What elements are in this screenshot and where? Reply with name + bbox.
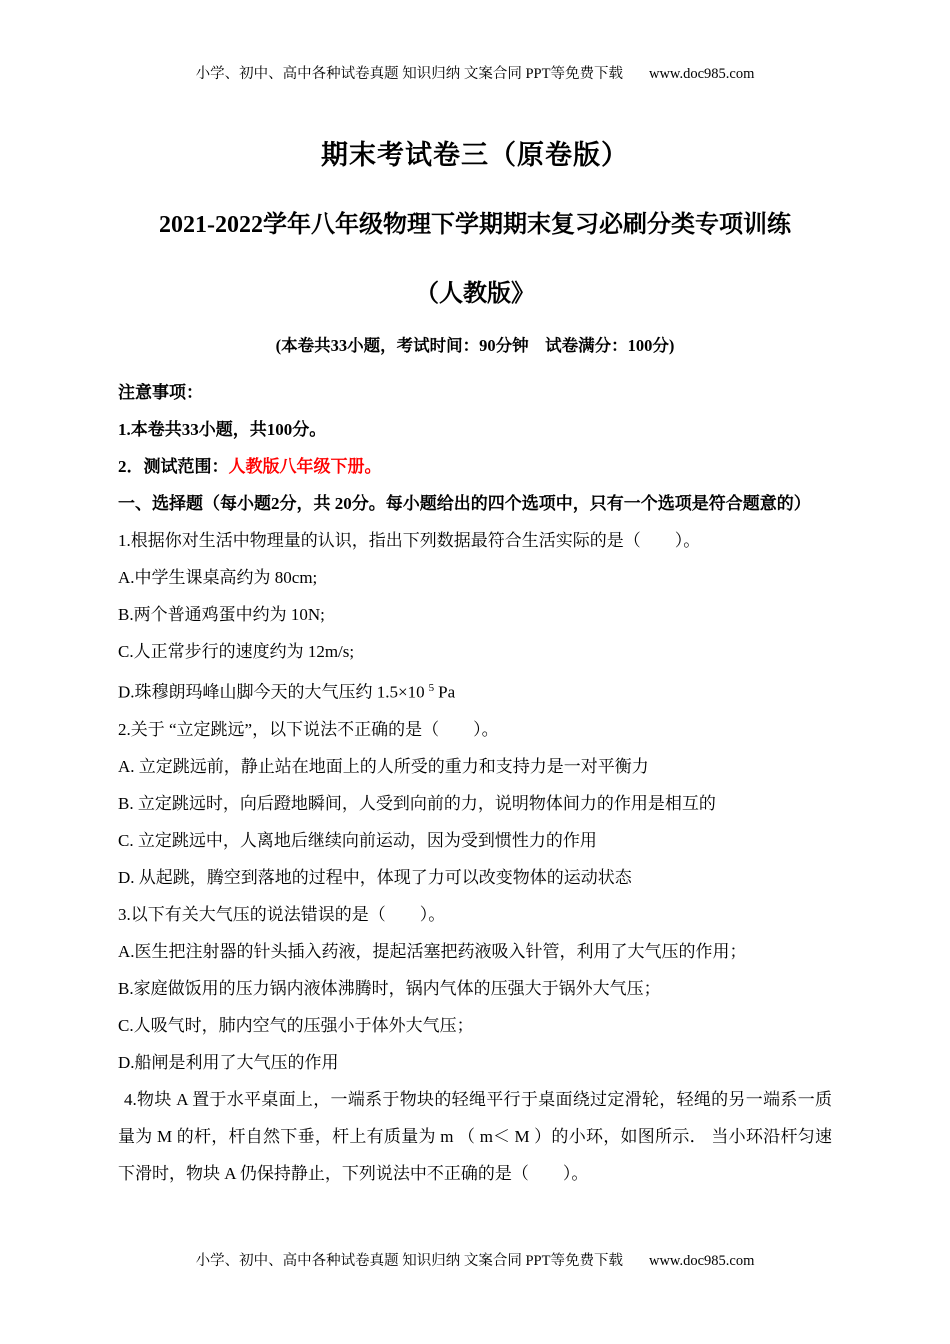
section-1-heading: 一、选择题（每小题2分，共 20分。每小题给出的四个选项中，只有一个选项是符合题意的）	[118, 494, 811, 513]
question-4-stem: 4.物块 A 置于水平桌面上，一端系于物块的轻绳平行于桌面绕过定滑轮，轻绳的另一端系一质量为 M 的杆，杆自然下垂，杆上有质量为 m （ m＜ M ）的小环，如图所示． 当小环沿杆匀速下滑时，物块 A 仍保持静止，下列说法中不正确的是（ ）。	[118, 1089, 832, 1183]
footer-text: 小学、初中、高中各种试卷真题 知识归纳 文案合同 PPT等免费下载	[195, 1253, 623, 1269]
question-1-option-a: A.中学生课桌高约为 80cm;	[118, 568, 318, 587]
question-1-option-c: C.人正常步行的速度约为 12m/s;	[118, 642, 355, 661]
exam-body	[118, 374, 832, 1192]
question-1-option-d-exponent: 5	[428, 682, 435, 694]
question-2-option-c: C. 立定跳远中，人离地后继续向前运动，因为受到惯性力的作用	[118, 830, 597, 850]
question-1-option-d-unit: Pa	[438, 682, 456, 702]
notes-item-2-prefix: 2．测试范围：	[118, 457, 229, 476]
exam-subtitle: 2021-2022学年八年级物理下学期期末复习必刷分类专项训练	[159, 212, 791, 238]
notes-item-1: 1.本卷共33小题，共100分。	[118, 420, 327, 439]
question-3-option-a: A.医生把注射器的针头插入药液，提起活塞把药液吸入针管，利用了大气压的作用；	[118, 941, 747, 961]
exam-meta-line: (本卷共33小题，考试时间：90分钟 试卷满分：100分)	[275, 336, 675, 355]
exam-title: 期末考试卷三（原卷版）	[321, 140, 629, 170]
footer-url-link[interactable]: www.doc985.com	[648, 1253, 755, 1269]
question-3-stem: 3.以下有关大气压的说法错误的是（ ）。	[118, 904, 446, 924]
question-2-option-b: B. 立定跳远时，向后蹬地瞬间，人受到向前的力，说明物体间力的作用是相互的	[118, 793, 716, 813]
question-2-option-d: D. 从起跳，腾空到落地的过程中，体现了力可以改变物体的运动状态	[118, 867, 632, 887]
notes-heading: 注意事项：	[118, 383, 203, 402]
page-header	[0, 0, 950, 83]
question-1-option-d	[118, 670, 832, 711]
header-url-link[interactable]: www.doc985.com	[648, 66, 755, 82]
notes-item-2	[118, 448, 832, 485]
question-1-option-d-text: D.珠穆朗玛峰山脚今天的大气压约 1.5×10	[118, 682, 425, 702]
question-3-option-d: D.船闸是利用了大气压的作用	[118, 1052, 339, 1072]
question-2-option-a: A. 立定跳远前，静止站在地面上的人所受的重力和支持力是一对平衡力	[118, 756, 649, 776]
header-text: 小学、初中、高中各种试卷真题 知识归纳 文案合同 PPT等免费下载	[195, 66, 623, 82]
exam-edition: （人教版》	[415, 281, 535, 307]
question-3-option-b: B.家庭做饭用的压力锅内液体沸腾时，锅内气体的压强大于锅外大气压；	[118, 978, 661, 998]
page-footer	[0, 1249, 950, 1270]
question-3-option-c: C.人吸气时，肺内空气的压强小于体外大气压；	[118, 1015, 474, 1035]
question-2-stem: 2.关于 “立定跳远”，以下说法不正确的是（ ）。	[118, 719, 499, 739]
notes-item-2-highlight: 人教版八年级下册。	[228, 457, 382, 476]
question-1-stem: 1.根据你对生活中物理量的认识，指出下列数据最符合生活实际的是（ ）。	[118, 531, 701, 550]
question-1-option-b: B.两个普通鸡蛋中约为 10N;	[118, 605, 325, 624]
